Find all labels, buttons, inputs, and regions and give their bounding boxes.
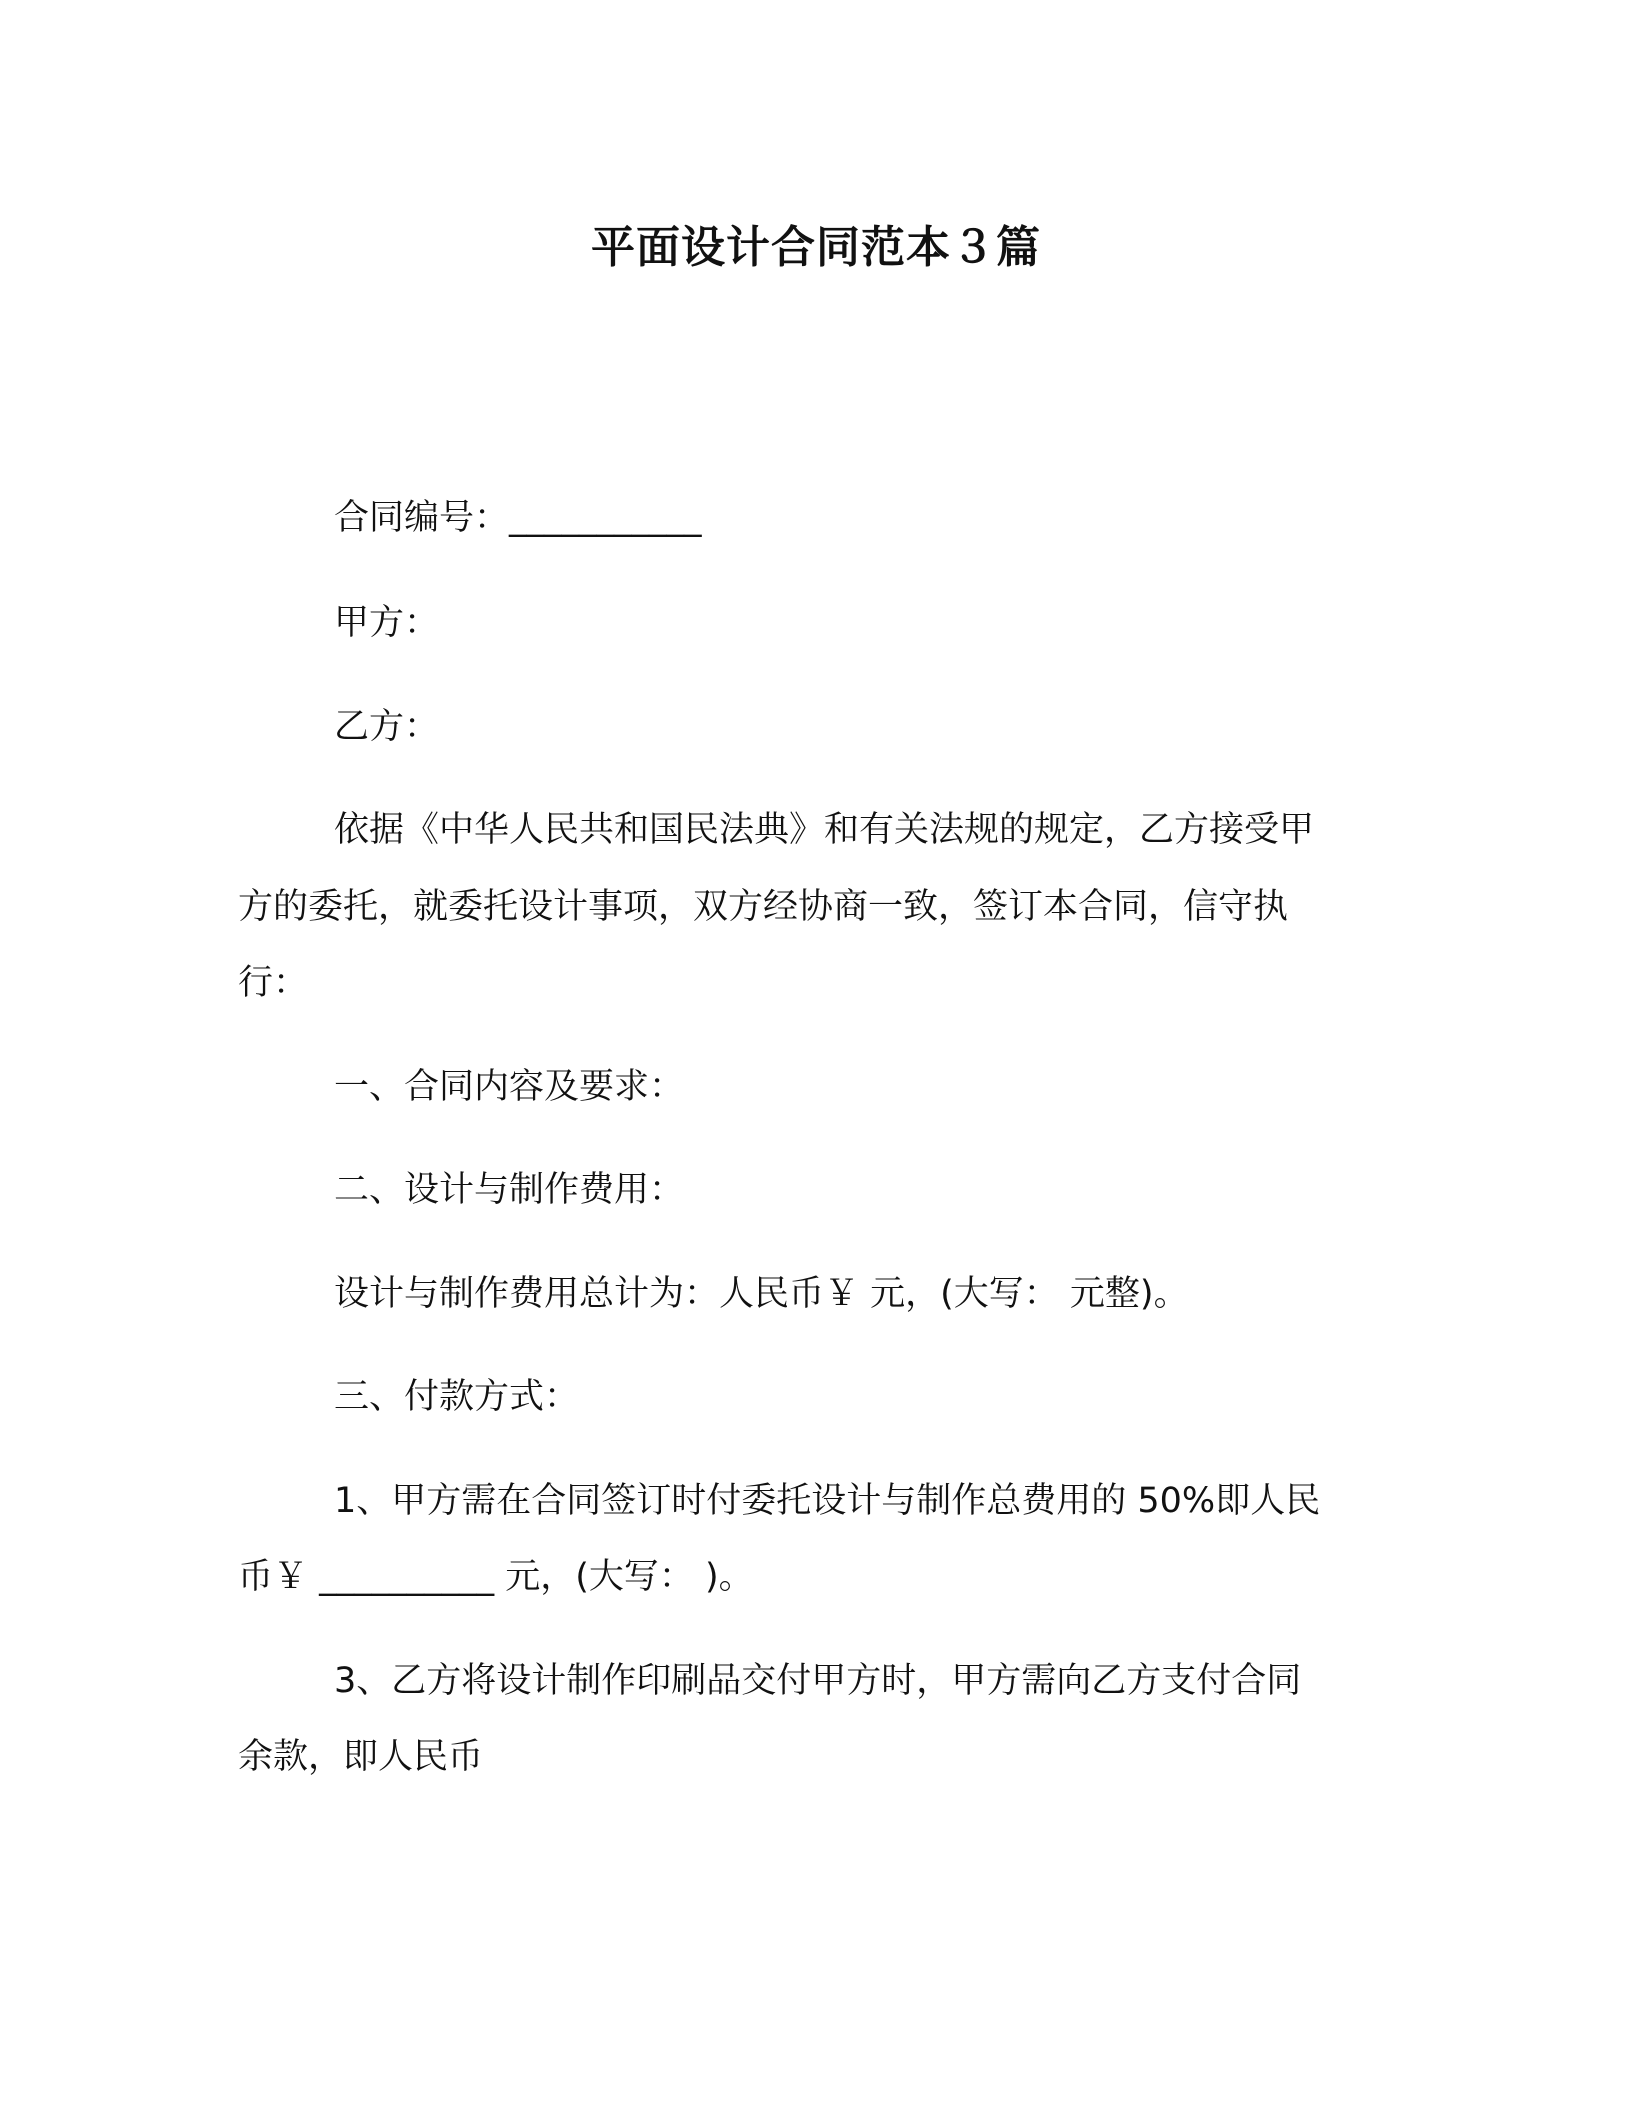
payment-item-3-line-1: 3、乙方将设计制作印刷品交付甲方时，甲方需向乙方支付合同 [334,1661,1302,1701]
preamble-line-2: 方的委托，就委托设计事项，双方经协商一致，签订本合同，信守执 [238,887,1289,927]
section-1-heading: 一、合同内容及要求： [334,1067,685,1107]
preamble-line-3: 行： [238,963,309,1003]
party-a-line: 甲方： [334,603,440,643]
contract-number-line: 合同编号：___________ [334,498,702,538]
section-2-heading: 二、设计与制作费用： [334,1170,685,1210]
payment-item-3-line-2: 余款，即人民币 [238,1737,484,1777]
party-b-line: 乙方： [334,707,440,747]
document-title: 平面设计合同范本３篇 [591,222,1041,273]
section-3-heading: 三、付款方式： [334,1377,580,1417]
preamble-line-1: 依据《中华人民共和国民法典》和有关法规的规定，乙方接受甲 [334,810,1315,850]
payment-item-1-line-2: 币￥ __________ 元，(大写： )。 [238,1557,754,1597]
fee-total-line: 设计与制作费用总计为：人民币￥ 元，(大写： 元整)。 [334,1274,1189,1314]
payment-item-1-line-1: 1、甲方需在合同签订时付委托设计与制作总费用的 50%即人民 [334,1481,1321,1521]
